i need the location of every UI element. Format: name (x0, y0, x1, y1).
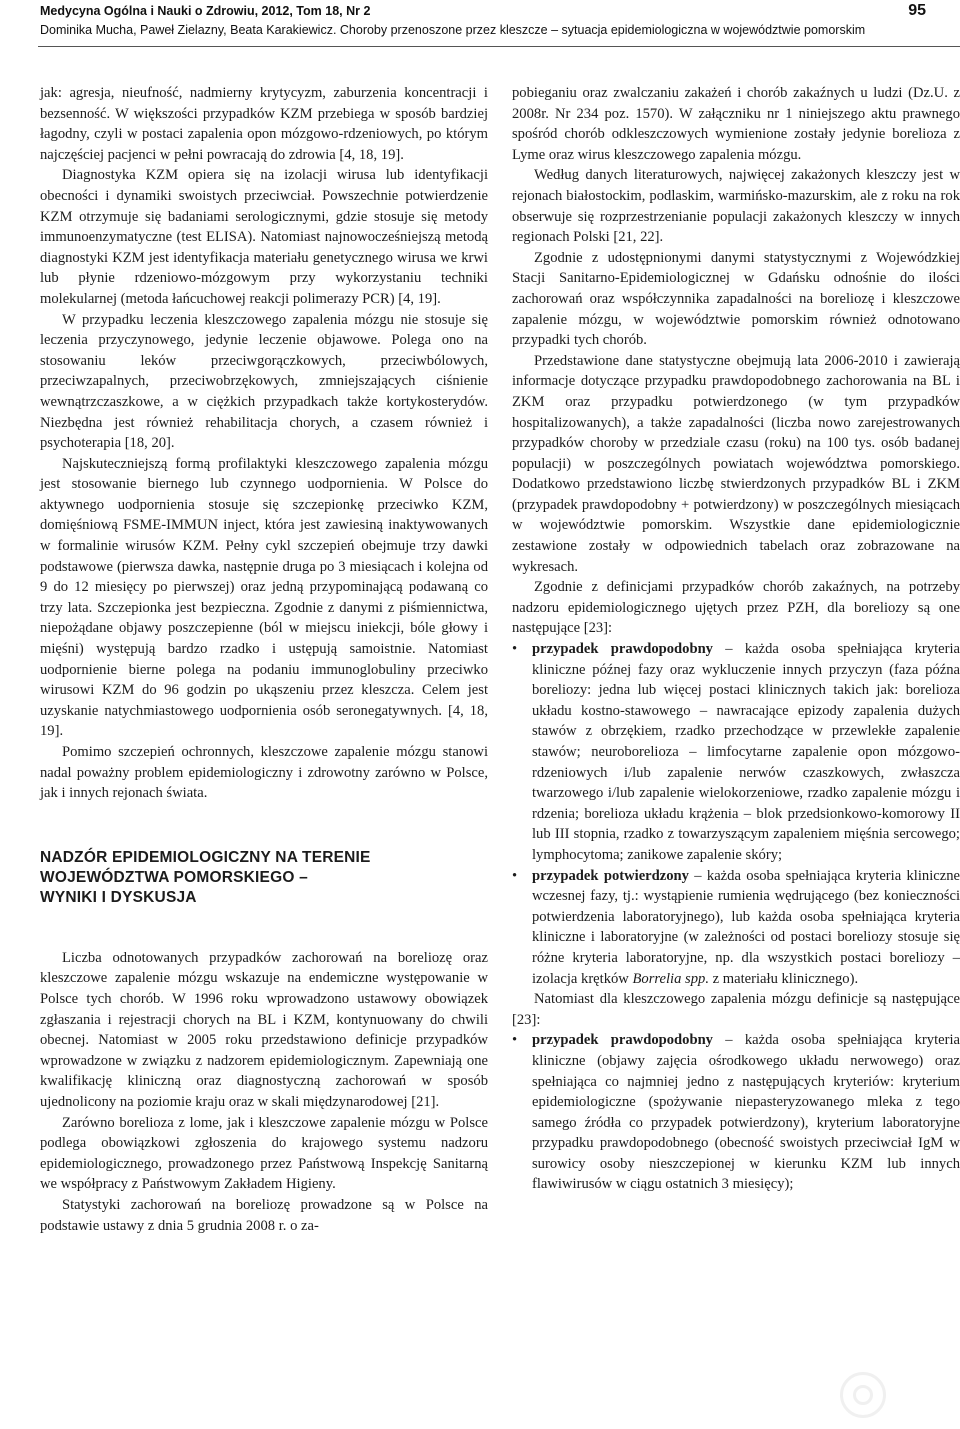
page-header (38, 0, 960, 54)
list-item (512, 1030, 960, 1195)
paragraph: pobieganiu oraz zwalczaniu zakażeń i chorób zakaźnych u ludzi (Dz.U. z 2008r. Nr 234 poz. 1570). W załączniku nr 1 niniejszego aktu prawnego spośród chorób odkleszczowych wymienione zostały jedynie borelioza z Lyme oraz wirus kleszczowego zapalenia mózgu. (512, 85, 960, 163)
species-name: Borrelia spp. (632, 970, 709, 987)
bullet-icon: • (512, 867, 518, 884)
page-number: 95 (908, 2, 926, 19)
paragraph: Statystyki zachorowań na boreliozę prowadzone są w Polsce na podstawie ustawy z dnia 5 grudnia 2008 r. o za- (40, 1196, 488, 1234)
definition-term: przypadek prawdopodobny (532, 1032, 713, 1049)
paragraph: Zgodnie z udostępnionymi danymi statystycznymi z Wojewódzkiej Stacji Sanitarno-Epidemiologicznej w Gdańsku odnośnie do ilości zachorowań oraz współczynnika zapadalności na boreliozę i kleszczowe zapalenie mózgu, w województwie pomorskim również odnotowano przypadki tych chorób. (512, 249, 960, 349)
list-item (512, 639, 960, 866)
heading-line: NADZÓR EPIDEMIOLOGICZNY NA TERENIE (40, 848, 371, 866)
heading-line: WOJEWÓDZTWA POMORSKIEGO – (40, 868, 308, 886)
paragraph: Zgodnie z definicjami przypadków chorób zakaźnych, na potrzeby nadzoru epidemiologicznego ujętych przez PZH, dla boreliozy są one następujące [23]: (512, 579, 960, 637)
paragraph: Natomiast dla kleszczowego zapalenia mózgu definicje są następujące [23]: (512, 991, 960, 1028)
definition-text: – każda osoba spełniająca kryteria kliniczne (objawy zajęcia ośrodkowego układu nerwowego) oraz spełniająca co najmniej jedno z następujących kryteriów: kryterium epidemiologiczne (spożywanie niepasteryzowanego mleka z tego samego źródła co przypadek potwierdzony), kryterium laboratoryjne przypadku prawdopodobnego (obecność swoistych przeciwciał IgM w surowicy osoby nieszczepionej w kierunku KZM lub innych flawiwirusów w ciągu ostatnich 3 miesięcy); (532, 1032, 960, 1193)
definition-list-tbe (512, 1030, 960, 1195)
definition-text: z materiału klinicznego). (708, 970, 859, 987)
paragraph: jak: agresja, nieufność, nadmierny krytycyzm, zaburzenia koncentracji i bezsenność. W większości przypadków KZM przebiega w sposób bardziej łagodny, czyli w postaci zapalenia opon mózgowo-rdzeniowych, po którym najczęściej pacjenci w pełni powracają do zdrowia [4, 18, 19]. (40, 85, 488, 163)
paragraph: Diagnostyka KZM opiera się na izolacji wirusa lub identyfikacji obecności i dynamiki swoistych przeciwciał. Powszechnie potwierdzenie KZM otrzymuje się badaniami serologicznymi, gdzie stosuje się metody immunoenzymatyczne (test ELISA). Natomiast najnowocześniejszą metodą diagnostyki KZM jest identyfikacja materiału genetycznego wirusa we krwi lub płynie rdzeniowo-mózgowym przy wykorzystaniu techniki molekularnej (metoda łańcuchowej reakcji polimerazy PCR) [4, 19]. (40, 167, 488, 307)
paragraph: W przypadku leczenia kleszczowego zapalenia mózgu nie stosuje się leczenia przyczynowego, jedynie leczenie objawowe. Polega ono na stosowaniu leków przeciwgorączkowych, przeciwbólowych, przeciwzapalnych, przeciwobrzękowych, zmniejszających ciśnienie wewnątrzczaszkowe, a w ciężkich przypadkach także kortykosterydów. Niezbędna jest również rehabilitacja chorych, a czasem również i psychoterapia [18, 20]. (40, 311, 488, 452)
definition-term: przypadek prawdopodobny (532, 641, 713, 658)
definition-text: – każda osoba spełniająca kryteria kliniczne późnej fazy oraz wykluczenie innych przyczyn (faza późna boreliozy: jedna lub więcej postaci klinicznych takich jak: borelioza układu kostno-stawowego – nawracające epizody zapalenia dużych stawów z obrzękiem, rzadko przechodzące w przewlekłe zapalenie stawów; neuroborelioza – limfocytarne zapalenie opon mózgowo-rdzeniowych i/lub zapalenie nerwów czaszkowych, zwłaszcza twarzowego i/lub zapalenie wielokorzeniowe, rzadko zapalenie mózgu i rdzenia; borelioza układu krążenia – blok przedsionkowo-komorowy II lub III stopnia, rzadko z towarzyszącym zapaleniem mięśnia sercowego; lymphocytoma; zanikowe zapalenie skóry; (532, 641, 960, 863)
section-heading (40, 848, 488, 908)
header-rule (38, 46, 960, 47)
paragraph: Według danych literaturowych, najwięcej zakażonych kleszczy jest w rejonach białostockim, podlaskim, warmińsko-mazurskim, ale z roku na rok obserwuje się rozprzestrzenianie populacji zakażonych kleszczy w innych regionach Polski [21, 22]. (512, 167, 960, 246)
definition-term: przypadek potwierdzony (532, 867, 689, 884)
journal-title: Medycyna Ogólna i Nauki o Zdrowiu, 2012, Tom 18, Nr 2 (40, 4, 371, 18)
bullet-icon: • (512, 641, 518, 658)
heading-line: WYNIKI I DYSKUSJA (40, 888, 197, 906)
list-item (512, 866, 960, 990)
paragraph: Liczba odnotowanych przypadków zachorowań na boreliozę oraz kleszczowe zapalenie mózgu wskazuje na endemiczne występowanie w Polsce tych chorób. W 1996 roku wprowadzono ustawowy obowiązek zgłaszania i rejestracji chorych na BL i KZM, kontynuowany do chwili obecnej. Natomiast w 2005 roku przedstawiono definicje przypadków wprowadzone w związku z nadzorem epidemiologicznym. Zapewniają one kwalifikację kliniczną oraz diagnostyczną zachorowań w sposób ujednolicony na poziomie kraju oraz w skali międzynarodowej [21]. (40, 949, 488, 1110)
paragraph: Najskuteczniejszą formą profilaktyki kleszczowego zapalenia mózgu jest stosowanie biernego lub czynnego uodpornienia. W Polsce do aktywnego uodpornienia stosuje się szczepionkę przeciwko KZM, domięśniową FSME-IMMUN inject, która jest zawiesiną inaktywowanych w formalinie wirusów KZM. Pełny cykl szczepień obejmuje trzy dawki podstawowe (pierwsza dawka, następnie druga po 3 miesiącach i kolejna od 9 do 12 miesięcy po pierwszej) oraz jedną przypominającą podawaną co trzy lata. Szczepionka jest bezpieczna. Zgodnie z danymi z piśmiennictwa, niepożądane objawy poszczepienne (ból w miejscu iniekcji, bóle głowy i mięśni) występują bardzo rzadko i ustępują samoistnie. Natomiast uodpornienie bierne polega na podaniu immunoglobuliny przeciwko wirusowi KZM do 96 godzin po ukąszeniu przez kleszcza. Celem jest uzyskanie natychmiastowego uodpornienia osób seronegatywnych. [4, 18, 19]. (40, 455, 488, 740)
running-title: Dominika Mucha, Paweł Zielazny, Beata Karakiewicz. Choroby przenoszone przez kleszcze – sytuacja epidemiologiczna w województwie pomorskim (40, 23, 866, 37)
bullet-icon: • (512, 1032, 518, 1049)
paragraph: Pomimo szczepień ochronnych, kleszczowe zapalenie mózgu stanowi nadal poważny problem epidemiologiczny i zdrowotny zarówno w Polsce, jak i innych rejonach świata. (40, 744, 488, 802)
definition-list-borreliosis (512, 639, 960, 989)
definition-text: – każda osoba spełniająca kryteria kliniczne wczesnej fazy, tj.: wystąpienie rumienia wędrującego (bez konieczności potwierdzenia laboratoryjnego), lub każda osoba spełniająca kryteria kliniczne i laboratoryjne (w zależności od postaci boreliozy stosuje się różne kryteria laboratoryjne, np. dla wszystkich postaci boreliozy – izolacja krętków (532, 867, 960, 987)
left-column (40, 83, 488, 1236)
watermark-logo-icon (840, 1372, 886, 1418)
right-column (512, 83, 960, 1195)
paragraph: Zarówno borelioza z lome, jak i kleszczowe zapalenie mózgu w Polsce podlega obowiązkowi zgłoszenia do krajowego systemu nadzoru epidemiologicznego, prowadzonego przez Państwową Inspekcję Sanitarną we współpracy z Państwowym Zakładem Higieny. (40, 1114, 488, 1193)
paragraph: Przedstawione dane statystyczne obejmują lata 2006-2010 i zawierają informacje dotyczące przypadku prawdopodobnego zachorowania na BL i ZKM oraz przypadku potwierdzonego (w tym przypadków hospitalizowanych), a także zapadalności (liczba nowo zarejestrowanych przypadków choroby w przedziale czasu (roku) na 100 tys. osób badanej populacji) w poszczególnych powiatach województwa pomorskiego. Dodatkowo przedstawiono liczbę stwierdzonych przypadków BL i ZKM (przypadek prawdopodobny + potwierdzony) w poszczególnych miesiącach w województwie pomorskim. Wszystkie dane epidemiologicznie zestawione zostały w odpowiednich tabelach oraz zobrazowane na wykresach. (512, 352, 960, 575)
